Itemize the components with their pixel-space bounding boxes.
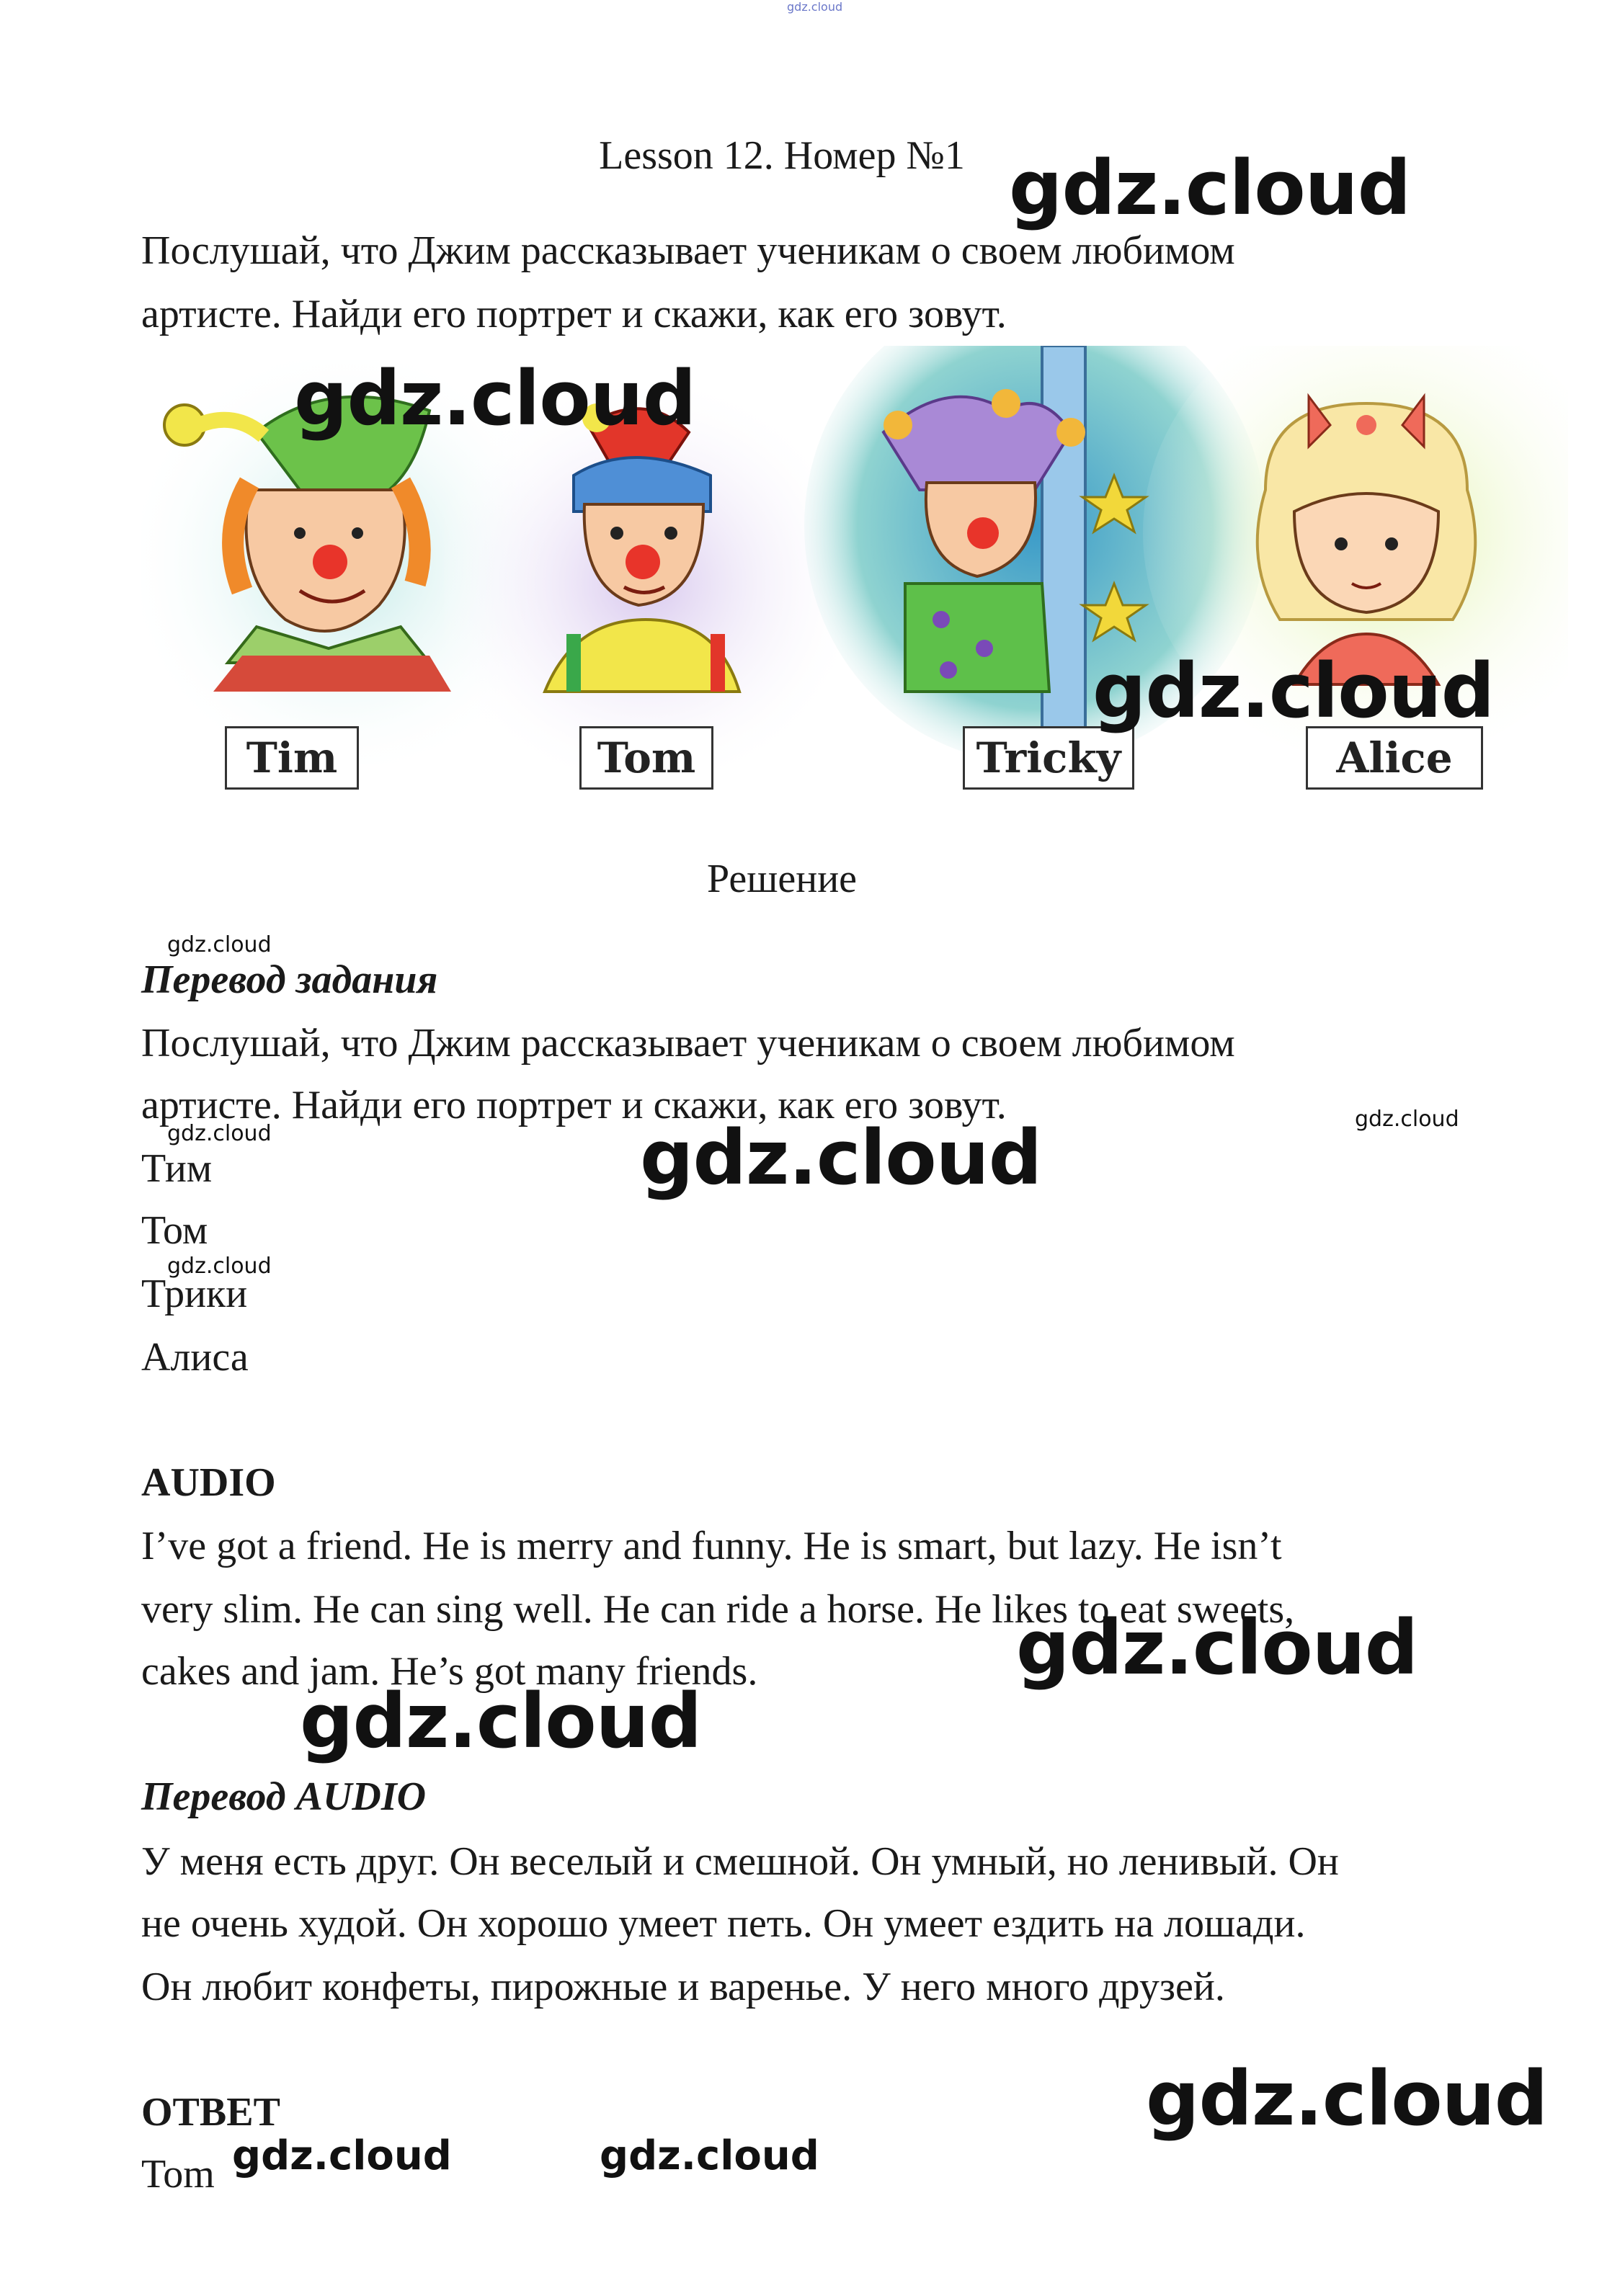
watermark-4: gdz.cloud bbox=[640, 1114, 1042, 1202]
solution-heading: Решение bbox=[706, 857, 858, 901]
watermark-5: gdz.cloud bbox=[1016, 1604, 1418, 1692]
watermark-2: gdz.cloud bbox=[294, 354, 696, 442]
watermark-8: gdz.cloud bbox=[232, 2132, 452, 2179]
audio-translation-line-2: не очень худой. Он хорошо умеет петь. Он умеет ездить на лошади. bbox=[141, 1901, 1306, 1946]
name-label-tim: Tim bbox=[225, 726, 359, 790]
audio-heading: AUDIO bbox=[141, 1460, 276, 1505]
name-item-tom: Том bbox=[141, 1208, 208, 1253]
audio-line-2: very slim. He can sing well. He can ride a horse. He likes to eat sweets, bbox=[141, 1587, 1295, 1632]
watermark-10: gdz.cloud bbox=[167, 932, 272, 957]
name-item-tricky: Трики bbox=[141, 1272, 248, 1316]
name-item-alice: Алиса bbox=[141, 1335, 249, 1380]
name-label-tom: Tom bbox=[579, 726, 713, 790]
watermark-6: gdz.cloud bbox=[300, 1677, 702, 1765]
watermark-7: gdz.cloud bbox=[1146, 2055, 1548, 2143]
name-label-alice: Alice bbox=[1306, 726, 1483, 790]
watermark-12: gdz.cloud bbox=[167, 1254, 272, 1279]
audio-translation-heading: Перевод AUDIO bbox=[141, 1774, 427, 1819]
watermark-3: gdz.cloud bbox=[1092, 647, 1495, 735]
answer-value: Tom bbox=[141, 2152, 215, 2197]
audio-line-3: cakes and jam. He’s got many friends. bbox=[141, 1649, 758, 1694]
watermark-9: gdz.cloud bbox=[600, 2132, 819, 2179]
answer-heading: ОТВЕТ bbox=[141, 2090, 280, 2135]
name-item-tim: Тим bbox=[141, 1146, 213, 1191]
watermark-1: gdz.cloud bbox=[1009, 144, 1411, 232]
name-label-tricky: Tricky bbox=[963, 726, 1134, 790]
audio-translation-line-3: Он любит конфеты, пирожные и варенье. У него много друзей. bbox=[141, 1965, 1225, 2009]
watermark-11: gdz.cloud bbox=[167, 1121, 272, 1146]
audio-translation-line-1: У меня есть друг. Он веселый и смешной. Он умный, но ленивый. Он bbox=[141, 1839, 1339, 1884]
translation-heading: Перевод задания bbox=[141, 957, 438, 1002]
page-title: Lesson 12. Номер №1 bbox=[599, 133, 965, 178]
watermark-top: gdz.cloud bbox=[787, 0, 843, 14]
task-line-1: Послушай, что Джим рассказывает ученикам о своем любимом bbox=[141, 228, 1235, 273]
translation-line-2: артисте. Найди его портрет и скажи, как его зовут. bbox=[141, 1083, 1007, 1127]
translation-line-1: Послушай, что Джим рассказывает ученикам о своем любимом bbox=[141, 1021, 1235, 1066]
task-line-2: артисте. Найди его портрет и скажи, как его зовут. bbox=[141, 292, 1007, 336]
audio-line-1: I’ve got a friend. He is merry and funny. He is smart, but lazy. He isn’t bbox=[141, 1524, 1282, 1568]
watermark-13: gdz.cloud bbox=[1355, 1107, 1459, 1132]
